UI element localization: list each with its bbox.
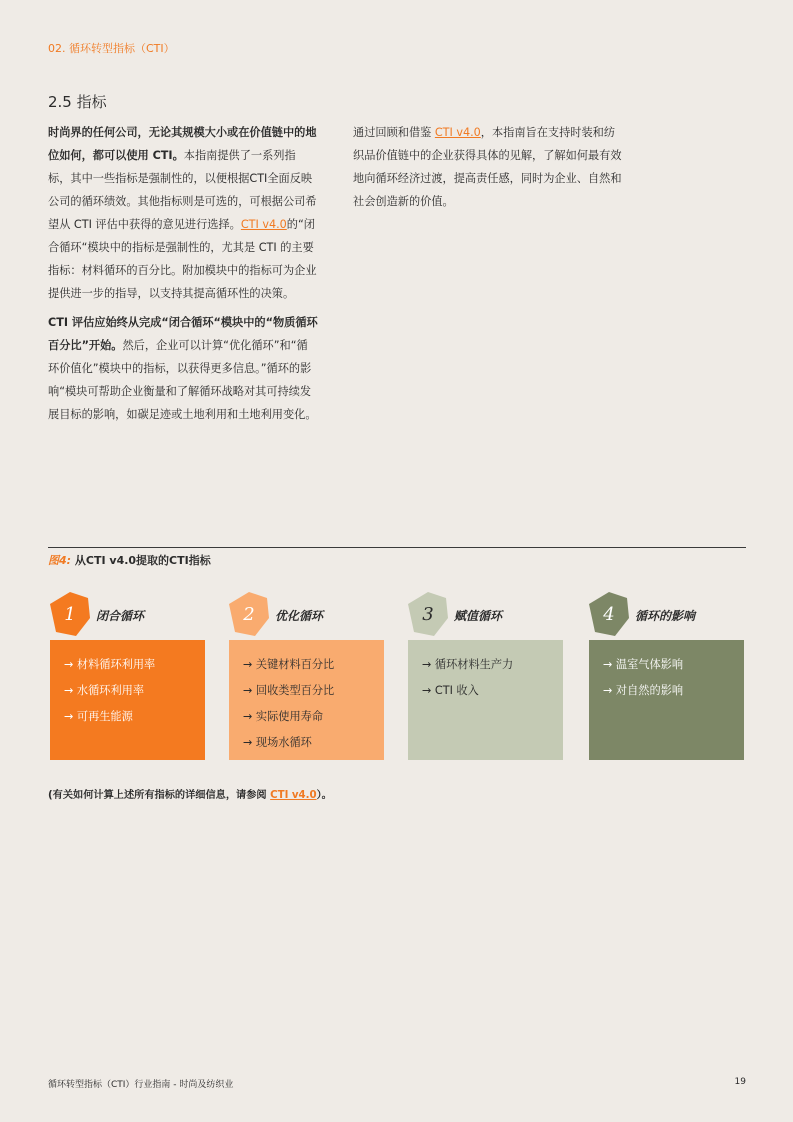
card-title: 优化循环 — [275, 609, 324, 623]
metric-item: → 可再生能源 — [64, 710, 133, 723]
paragraph-1-bold: 时尚界的任何公司，无论其规模大小或在价值链中的地位如何，都可以使用 CTI。 — [48, 126, 317, 162]
cti-v4-link[interactable]: CTI v4.0 — [434, 126, 481, 139]
card-title: 赋值循环 — [454, 609, 503, 623]
figure-note — [48, 786, 332, 801]
section-label: 02. 循环转型指标（CTI） — [48, 42, 175, 55]
metric-item: → 现场水循环 — [243, 736, 312, 749]
card-number: 4 — [603, 603, 615, 625]
paragraph-1 — [48, 121, 318, 305]
paragraph-3-text-b: ，本指南旨在支持时装和纺织品价值链中的企业获得具体的见解，了解如何最有效地向循环经济过渡，提高责任感，同时为企业、自然和社会创造新的价值。 — [353, 126, 622, 208]
metric-item: → 循环材料生产力 — [422, 658, 514, 671]
right-column — [353, 121, 623, 219]
cti-v4-link[interactable]: CTI v4.0 — [240, 218, 287, 231]
metric-item: → 水循环利用率 — [64, 684, 145, 697]
card-number: 1 — [64, 603, 76, 625]
card-body — [50, 640, 205, 760]
figure-caption — [48, 552, 211, 568]
figure-divider — [48, 547, 746, 548]
number-badge — [408, 592, 448, 636]
note-text-a: (有关如何计算上述所有指标的详细信息，请参阅 — [48, 790, 271, 801]
number-badge — [589, 592, 629, 636]
paragraph-2 — [48, 311, 318, 426]
paragraph-3 — [353, 121, 623, 213]
metric-item: → 关键材料百分比 — [243, 658, 335, 671]
paragraph-2-bold: CTI 评估应始终从完成“闭合循环“模块中的“物质循环百分比”开始。 — [48, 316, 318, 352]
figure-caption-text: 从CTI v4.0提取的CTI指标 — [74, 554, 211, 567]
section-heading: 2.5 指标 — [48, 93, 107, 111]
card-title: 循环的影响 — [635, 609, 696, 623]
page-number: 19 — [734, 1077, 746, 1087]
metric-item: → 对自然的影响 — [603, 684, 684, 697]
card-body — [229, 640, 384, 760]
paragraph-1-text-a: 本指南提供了一系列指标，其中一些指标是强制性的，以便根据CTI全面反映公司的循环绩效。其他指标则是可选的，可根据公司希望从 CTI 评估中获得的意见进行选择。 — [48, 149, 317, 231]
note-text-b: ）。 — [316, 790, 332, 801]
metric-item: → 材料循环利用率 — [64, 658, 156, 671]
footer-title: 循环转型指标（CTI）行业指南 - 时尚及纺织业 — [48, 1080, 234, 1090]
metric-item: → 回收类型百分比 — [243, 684, 335, 697]
paragraph-1-text-b: 的“闭合循环“模块中的指标是强制性的，尤其是 CTI 的主要指标：材料循环的百分比。附加模块中的指标可为企业提供进一步的指导，以支持其提高循环性的决策。 — [48, 218, 317, 300]
metric-item: → 温室气体影响 — [603, 658, 684, 671]
number-badge — [50, 592, 90, 636]
card-body — [408, 640, 563, 760]
paragraph-3-text-a: 通过回顾和借鉴 — [353, 126, 435, 139]
metric-item: → 实际使用寿命 — [243, 710, 324, 723]
cti-v4-link[interactable]: CTI v4.0 — [270, 790, 317, 801]
left-column — [48, 121, 318, 432]
figure-number: 图4: — [48, 554, 72, 567]
number-badge — [229, 592, 269, 636]
paragraph-2-text: 然后，企业可以计算“优化循环”和“循环价值化”模块中的指标，以获得更多信息。”循环的影响“模块可帮助企业衡量和了解循环战略对其可持续发展目标的影响，如碳足迹或土地利用和土地利用变化。 — [48, 339, 317, 421]
card-title: 闭合循环 — [96, 609, 145, 623]
card-number: 2 — [243, 603, 255, 625]
card-number: 3 — [422, 603, 434, 625]
card-body — [589, 640, 744, 760]
metric-item: → CTI 收入 — [422, 684, 479, 697]
